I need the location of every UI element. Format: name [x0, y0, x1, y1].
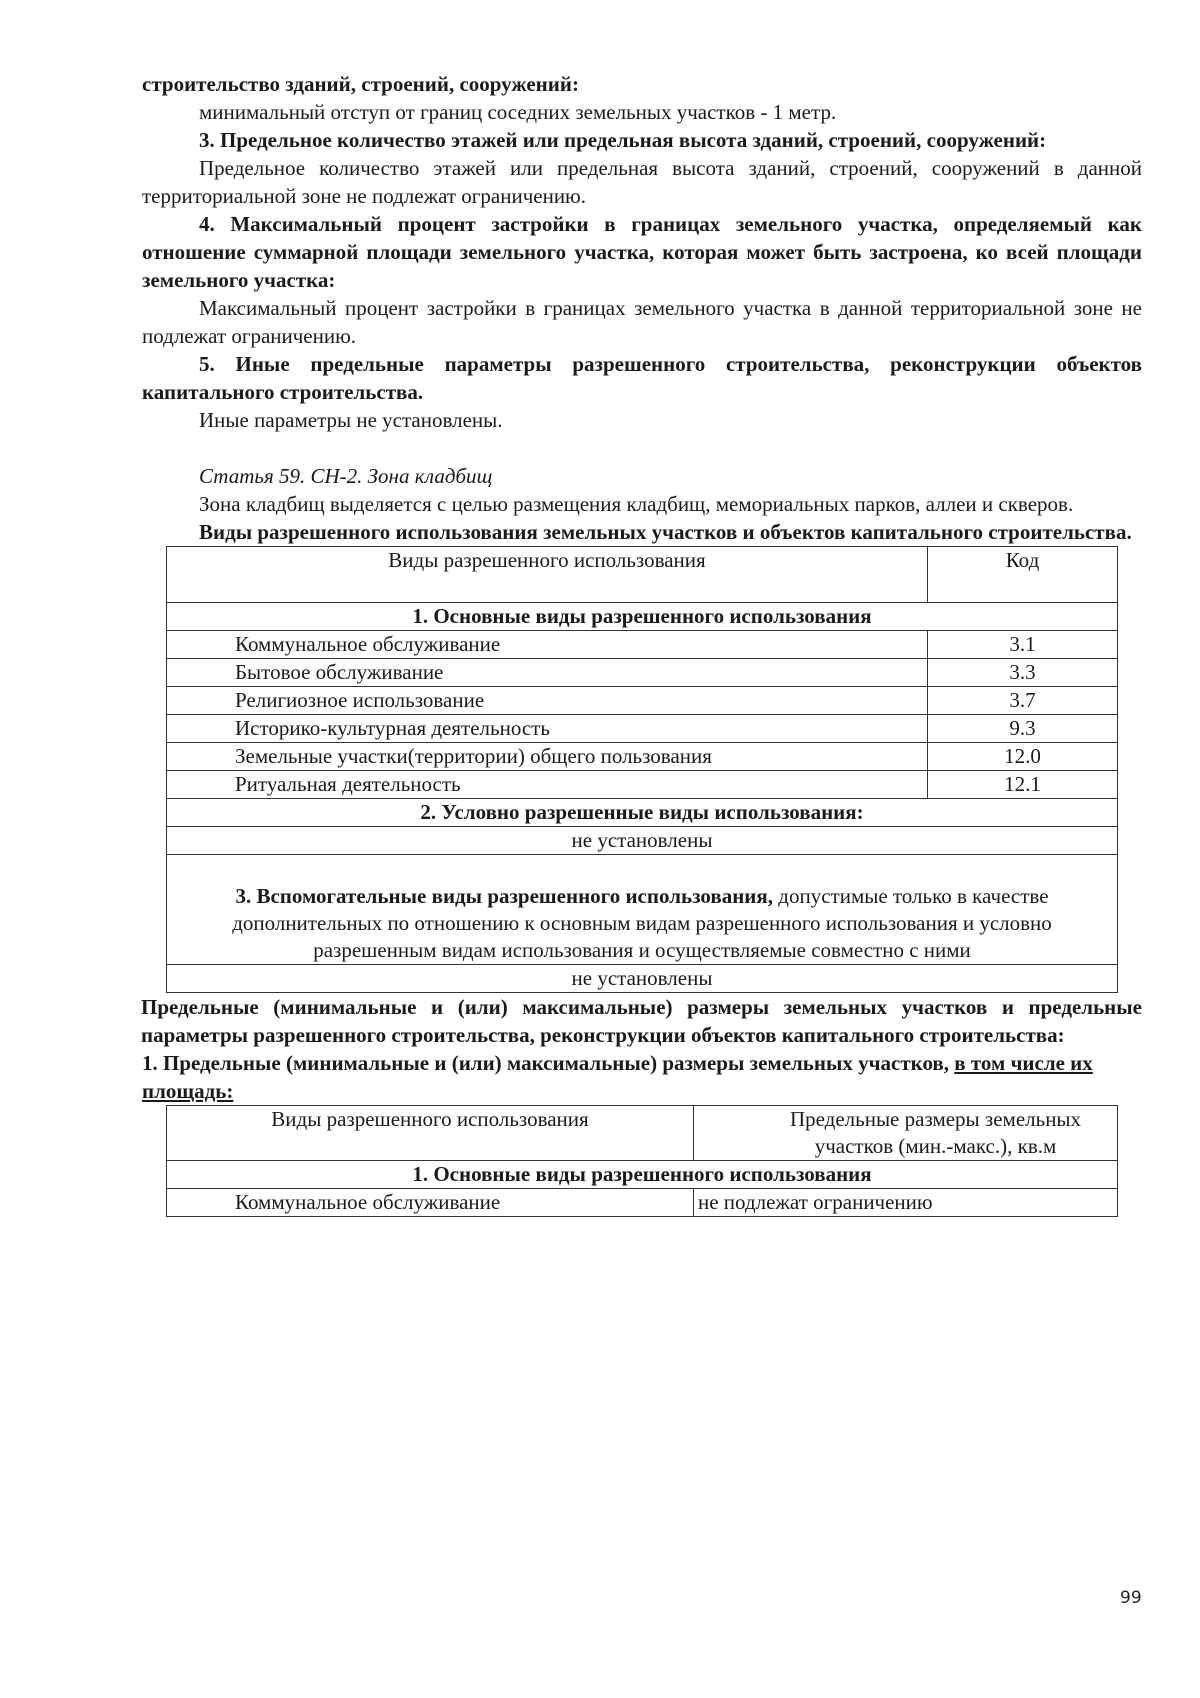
section2-title: 2. Условно разрешенные виды использования: [167, 799, 1118, 827]
use-code: 9.3 [928, 715, 1118, 743]
document-page [142, 70, 1142, 1217]
section3-cell [167, 855, 1118, 965]
item5-text: Иные параметры не установлены. [199, 408, 503, 432]
section-row [167, 855, 1118, 965]
item3-text: Предельное количество этажей или предельная высота зданий, строений, сооружений в данной территориальной зоне не подлежат ограничению. [142, 156, 1142, 208]
sizes-section1-title: 1. Основные виды разрешенного использования [167, 1161, 1118, 1189]
table-row [167, 771, 1118, 799]
item5-title: 5. Иные предельные параметры разрешенного строительства, реконструкции объектов капитального строительства. [142, 352, 1142, 404]
heading-tail: строительство зданий, строений, сооружений: [142, 72, 579, 96]
section1-title: 1. Основные виды разрешенного использования [167, 603, 1118, 631]
use-name: Историко-культурная деятельность [167, 715, 928, 743]
section3-description: допустимые только в качестве дополнительных по отношению к основным видам разрешенного использования и условно разрешенным видам использования и осуществляемые совместно с ними [232, 884, 1052, 962]
section-value-row [167, 827, 1118, 855]
use-code: 3.3 [928, 659, 1118, 687]
use-name: Бытовое обслуживание [167, 659, 928, 687]
section-row [167, 603, 1118, 631]
table-header-row [167, 1106, 1118, 1161]
use-code: 3.7 [928, 687, 1118, 715]
use-name: Коммунальное обслуживание [167, 631, 928, 659]
setback-text: минимальный отступ от границ соседних земельных участков - 1 метр. [199, 100, 837, 124]
limits-heading: Предельные (минимальные и (или) максимальные) размеры земельных участков и предельные параметры разрешенного строительства, реконструкции объектов капитального строительства: [141, 995, 1142, 1047]
section3-value: не установлены [167, 965, 1118, 993]
table-header-row [167, 547, 1118, 603]
item4-title: 4. Максимальный процент застройки в границах земельного участка, определяемый как отношение суммарной площади земельного участка, которая может быть застроена, ко всей площади земельного участка: [142, 212, 1142, 292]
item4-text: Максимальный процент застройки в границах земельного участка в данной территориальной зоне не подлежат ограничению. [142, 296, 1142, 348]
section-value-row [167, 965, 1118, 993]
table-row [167, 715, 1118, 743]
item3-title: 3. Предельное количество этажей или предельная высота зданий, строений, сооружений: [199, 128, 1047, 152]
table-row [167, 631, 1118, 659]
table-row [167, 1189, 1118, 1217]
section-row [167, 1161, 1118, 1189]
use-name: Ритуальная деятельность [167, 771, 928, 799]
column-header-code: Код [928, 547, 1118, 603]
article-title: Статья 59. СН-2. Зона кладбищ [199, 464, 493, 488]
use-code: 3.1 [928, 631, 1118, 659]
uses-table [166, 546, 1118, 993]
column-header-sizes: Предельные размеры земельных участков (мин.-макс.), кв.м [694, 1106, 1118, 1161]
sizes-table [166, 1105, 1118, 1217]
use-name: Земельные участки(территории) общего пользования [167, 743, 928, 771]
use-code: 12.0 [928, 743, 1118, 771]
size-use-name: Коммунальное обслуживание [167, 1189, 694, 1217]
limits-item1-title: 1. Предельные (минимальные и (или) максимальные) размеры земельных участков, [142, 1051, 950, 1075]
table-row [167, 687, 1118, 715]
size-value: не подлежат ограничению [694, 1189, 1118, 1217]
limits-item1 [142, 1049, 1142, 1105]
column-header-uses: Виды разрешенного использования [167, 547, 928, 603]
use-code: 12.1 [928, 771, 1118, 799]
limits-item1-underlined: в том числе их площадь: [142, 1051, 1093, 1103]
section-row [167, 799, 1118, 827]
page-number: 99 [1120, 1588, 1142, 1608]
section3-title: 3. Вспомогательные виды разрешенного использования, [235, 884, 774, 908]
use-name: Религиозное использование [167, 687, 928, 715]
table-row [167, 743, 1118, 771]
uses-heading: Виды разрешенного использования земельных участков и объектов капитального строительства. [199, 520, 1132, 544]
table-row [167, 659, 1118, 687]
section2-value: не установлены [167, 827, 1118, 855]
article-description: Зона кладбищ выделяется с целью размещения кладбищ, мемориальных парков, аллеи и скверов. [199, 492, 1074, 516]
column-header-uses: Виды разрешенного использования [167, 1106, 694, 1161]
